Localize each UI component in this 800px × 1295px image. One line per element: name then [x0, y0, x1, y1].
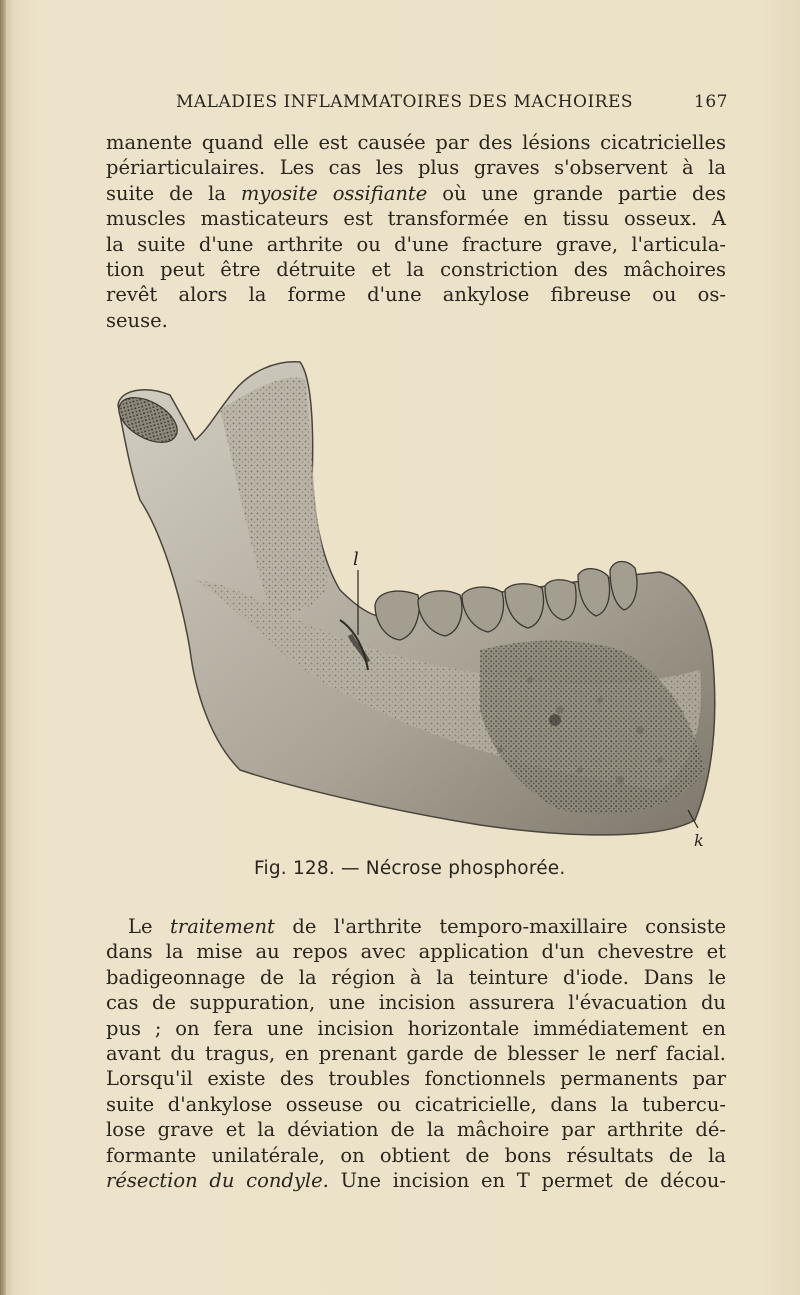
text-line: Le traitement de l'arthrite temporo-maxillaire consiste: [128, 915, 726, 938]
italic-term: myosite ossifiante: [240, 181, 428, 205]
binding-edge: [0, 0, 6, 1295]
mandible-illustration: [100, 350, 730, 855]
text-line: manente quand elle est causée par des lésions cicatricielles: [106, 131, 726, 154]
text-line: résection du condyle. Une incision en T permet de décou-: [106, 1169, 726, 1193]
figure-caption: Fig. 128. — Nécrose phosphorée.: [254, 858, 566, 879]
text-line: avant du tragus, en prenant garde de blesser le nerf facial.: [106, 1042, 726, 1066]
page-number: 167: [694, 92, 728, 112]
text-line: suite de la myosite ossifiante où une grande partie des: [106, 181, 726, 205]
text-line: seuse.: [106, 308, 168, 332]
text-line: dans la mise au repos avec application d'un chevestre et: [106, 940, 726, 964]
text-line: cas de suppuration, une incision assurera l'évacuation du: [106, 991, 726, 1015]
running-title: MALADIES INFLAMMATOIRES DES MACHOIRES: [176, 92, 634, 112]
text-line: périarticulaires. Les cas les plus graves s'observent à la: [106, 156, 726, 180]
text-line: badigeonnage de la région à la teinture d'iode. Dans le: [106, 965, 726, 989]
italic-term: résection du condyle.: [106, 1169, 329, 1193]
label-k: k: [694, 831, 704, 850]
paragraph-1: [106, 130, 726, 333]
italic-term: traitement: [170, 915, 275, 938]
text-line: Lorsqu'il existe des troubles fonctionnels permanents par: [106, 1067, 726, 1091]
text-line: lose grave et la déviation de la mâchoire par arthrite dé-: [106, 1118, 726, 1142]
text-line: suite d'ankylose osseuse ou cicatricielle, dans la tubercu-: [106, 1092, 726, 1116]
text-line: pus ; on fera une incision horizontale immédiatement en: [106, 1016, 726, 1040]
label-l: l: [353, 549, 359, 570]
text-line: muscles masticateurs est transformée en tissu osseux. A: [106, 207, 726, 231]
text-line: formante unilatérale, on obtient de bons résultats de la: [106, 1143, 726, 1167]
paragraph-2: [106, 914, 726, 1193]
text-line: revêt alors la forme d'une ankylose fibreuse ou os-: [106, 283, 726, 307]
running-header: [176, 92, 728, 112]
text-line: tion peut être détruite et la constriction des mâchoires: [106, 258, 726, 282]
figure-illustration: [100, 350, 730, 855]
text-line: la suite d'une arthrite ou d'une fracture grave, l'articula-: [106, 232, 726, 256]
